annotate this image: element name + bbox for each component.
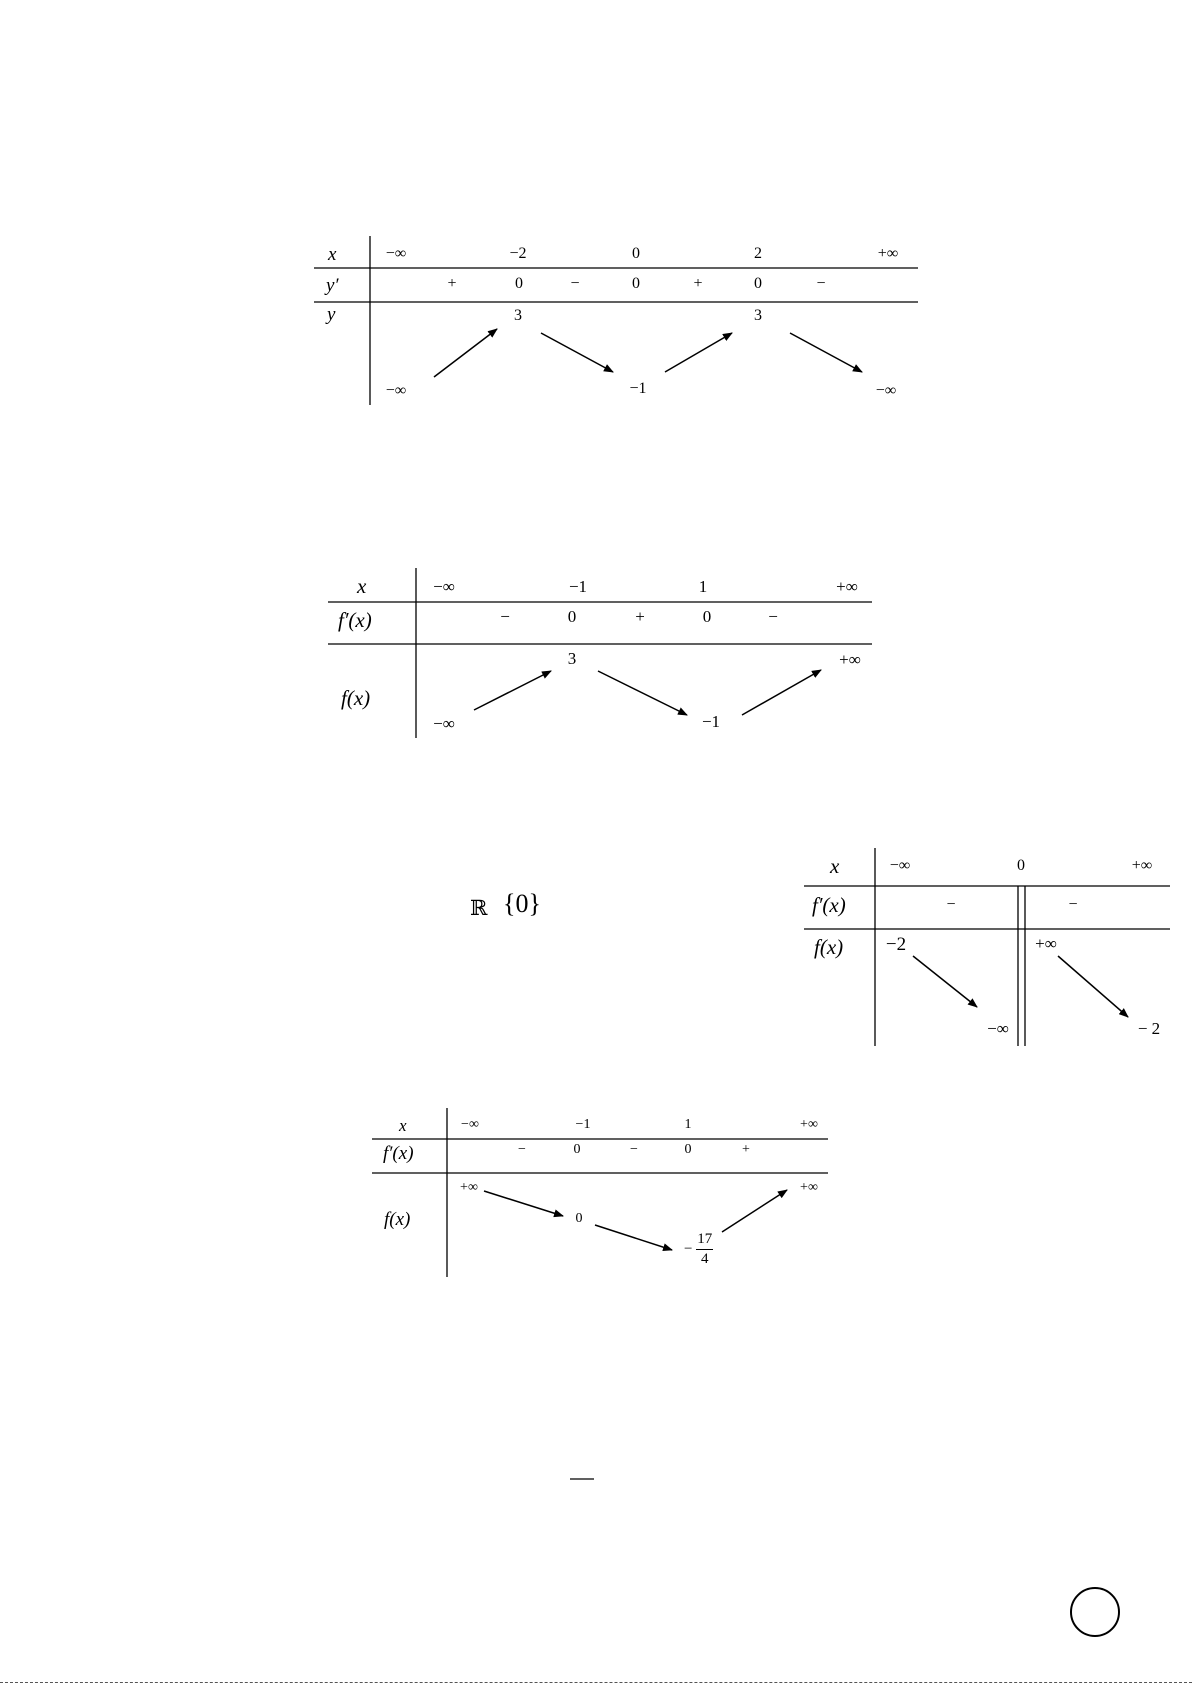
- x-value: −∞: [385, 245, 407, 262]
- arrow-decrease: [598, 671, 687, 715]
- f-value: +∞: [800, 1180, 818, 1195]
- sign-cell: −: [946, 896, 956, 913]
- table1-arrows: [434, 329, 862, 377]
- f-value: +∞: [460, 1180, 478, 1195]
- sign-cell: −: [518, 1142, 526, 1157]
- arrow-decrease: [790, 333, 862, 372]
- table3-grid: [804, 848, 1170, 1046]
- table4-arrows: [484, 1190, 787, 1250]
- x-value: +∞: [1131, 857, 1153, 874]
- sign-cell: −: [630, 1142, 638, 1157]
- table3-arrows: [913, 956, 1128, 1017]
- x-value: 1: [684, 1117, 692, 1132]
- x-value: 0: [1017, 857, 1025, 874]
- x-value: +∞: [800, 1117, 818, 1132]
- f-value: 0: [575, 1211, 583, 1226]
- minus-sign: −: [684, 1241, 693, 1257]
- sign-cell: −: [500, 607, 510, 626]
- x-value: −∞: [433, 577, 455, 596]
- sign-cell: −: [1068, 896, 1078, 913]
- row-label-function: f(x): [814, 935, 844, 959]
- x-value: 0: [632, 245, 640, 262]
- f-value: −∞: [433, 714, 455, 733]
- sign-cell: +: [635, 607, 645, 626]
- fraction-numerator: 17: [696, 1232, 713, 1250]
- sign-cell: 0: [702, 607, 712, 626]
- row-label-derivative: f′(x): [812, 893, 846, 917]
- arrow-increase: [742, 670, 821, 715]
- f-value: +∞: [839, 650, 861, 669]
- f-value: −1: [701, 712, 721, 731]
- x-value: +∞: [836, 577, 858, 596]
- row-label-derivative: f′(x): [338, 608, 372, 632]
- sign-cell: 0: [573, 1142, 581, 1157]
- arrow-decrease: [1058, 956, 1128, 1017]
- f-min-value: [684, 1232, 713, 1267]
- arrow-increase: [434, 329, 497, 377]
- sign-cell: 0: [684, 1142, 692, 1157]
- f-value: 3: [514, 307, 522, 324]
- arrow-decrease: [541, 333, 613, 372]
- f-value: 3: [567, 649, 577, 668]
- x-value: −1: [568, 577, 588, 596]
- row-label-derivative: y′: [326, 275, 339, 296]
- table4-grid: [372, 1108, 828, 1277]
- page-bottom-rule: [0, 1682, 1192, 1683]
- f-value: −∞: [385, 382, 407, 399]
- excluded-set: {0}: [503, 889, 541, 918]
- x-value: −∞: [889, 857, 911, 874]
- page-number-circle: [1070, 1587, 1120, 1637]
- f-value: − 2: [1137, 1019, 1161, 1038]
- arrow-decrease: [595, 1225, 672, 1250]
- table2-grid: [328, 568, 872, 738]
- row-label-function: y: [327, 304, 336, 325]
- row-label-x: x: [328, 244, 337, 265]
- sign-cell: +: [742, 1142, 750, 1157]
- x-value: −1: [575, 1117, 591, 1132]
- arrow-increase: [665, 333, 732, 372]
- sign-cell: 0: [754, 275, 762, 292]
- row-label-x: x: [399, 1116, 407, 1135]
- x-value: 1: [698, 577, 708, 596]
- x-value: −2: [509, 245, 527, 262]
- f-value: −2: [885, 934, 907, 955]
- sign-cell: −: [816, 275, 826, 292]
- row-label-function: f(x): [384, 1209, 411, 1230]
- sign-cell: 0: [632, 275, 640, 292]
- row-label-x: x: [357, 574, 367, 598]
- fraction: [696, 1232, 713, 1267]
- sign-cell: +: [693, 275, 703, 292]
- x-value: +∞: [877, 245, 899, 262]
- sign-cell: −: [768, 607, 778, 626]
- x-value: 2: [754, 245, 762, 262]
- sign-cell: 0: [567, 607, 577, 626]
- fraction-denominator: 4: [700, 1251, 709, 1267]
- arrow-decrease: [913, 956, 977, 1007]
- arrow-decrease: [484, 1191, 563, 1216]
- x-value: −∞: [461, 1117, 479, 1132]
- f-value: 3: [754, 307, 762, 324]
- sign-cell: +: [447, 275, 457, 292]
- real-numbers-symbol: ℝ: [470, 896, 488, 920]
- row-label-x: x: [830, 854, 840, 878]
- f-value: −∞: [875, 382, 897, 399]
- f-value: −∞: [987, 1019, 1009, 1038]
- row-label-function: f(x): [341, 686, 371, 710]
- f-value: −1: [629, 380, 647, 397]
- arrow-increase: [474, 671, 551, 710]
- row-label-derivative: f′(x): [383, 1143, 414, 1164]
- f-value: +∞: [1035, 934, 1057, 953]
- sign-cell: −: [570, 275, 580, 292]
- arrow-increase: [722, 1190, 787, 1232]
- table2-arrows: [474, 670, 821, 715]
- sign-cell: 0: [515, 275, 523, 292]
